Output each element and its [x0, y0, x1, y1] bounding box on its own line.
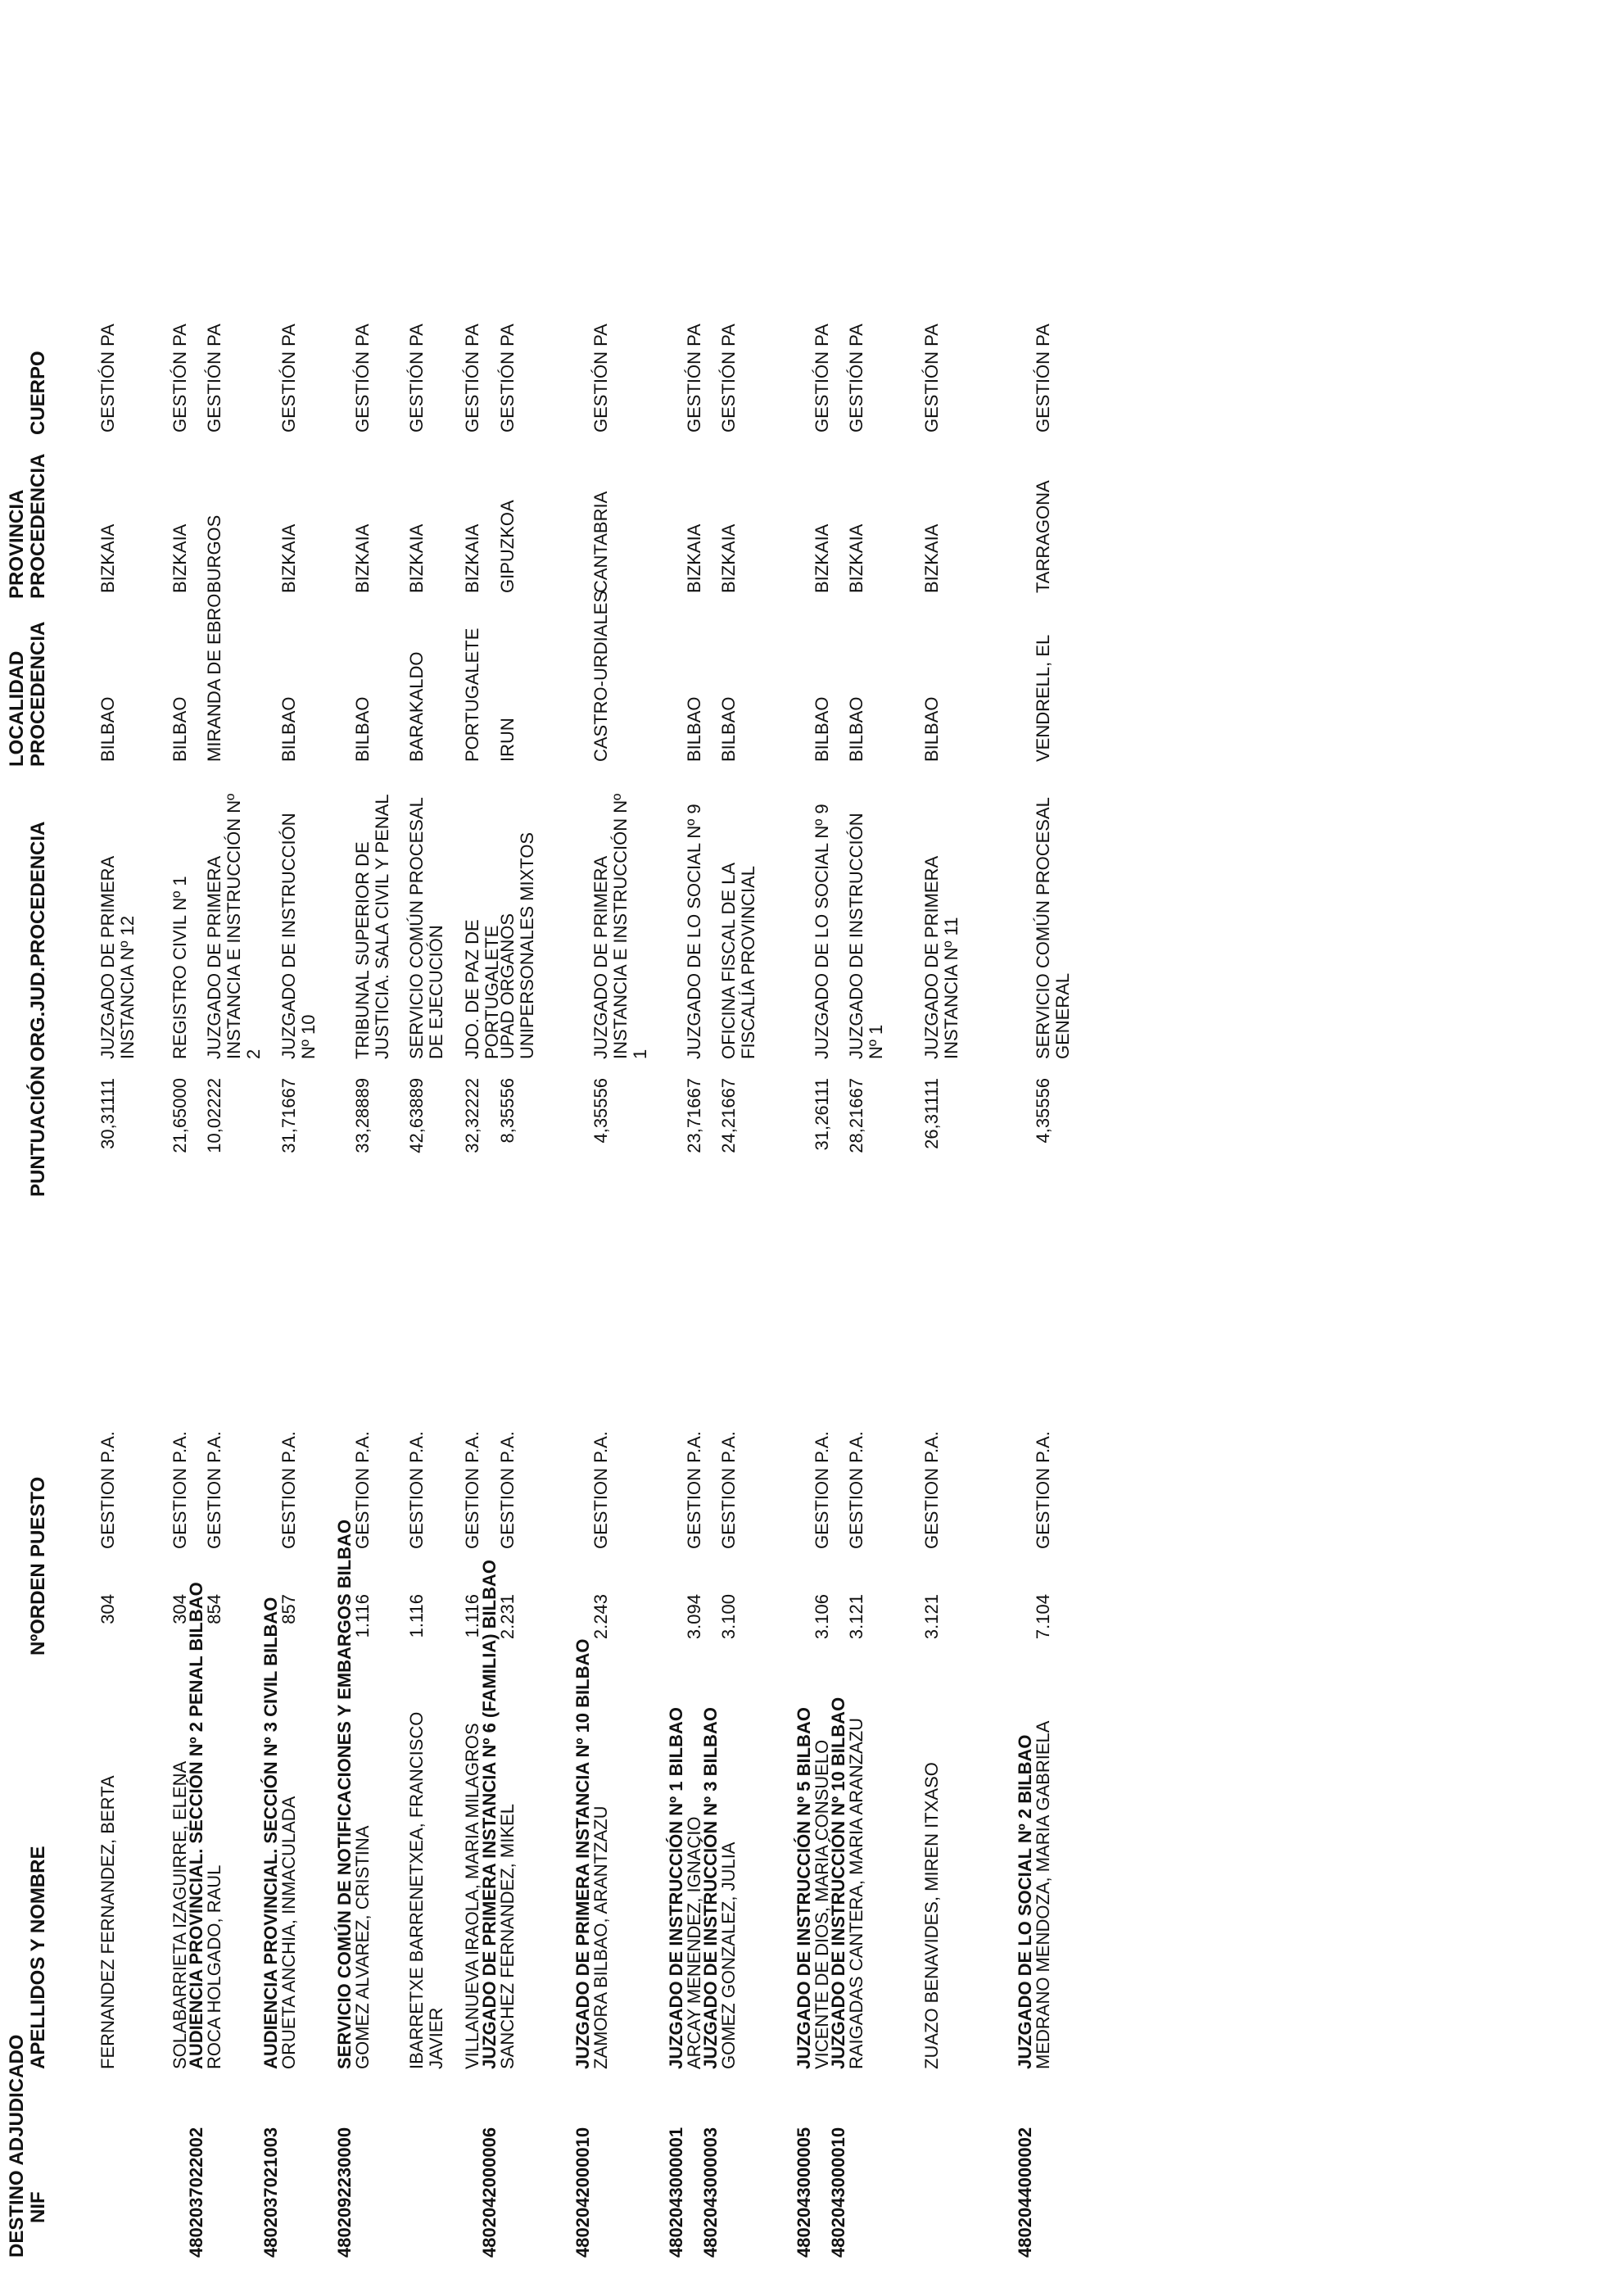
- group-code: 4802043000010: [828, 2127, 848, 2258]
- row-localidad: BILBAO: [352, 696, 373, 762]
- row-name: MEDRANO MENDOZA, MARIA GABRIELA: [1033, 1720, 1053, 2069]
- row-org-jud: JUZGADO DE INSTRUCCIÓN Nº 10: [278, 813, 319, 1059]
- row-org-jud: REGISTRO CIVIL Nº 1: [170, 876, 190, 1059]
- row-localidad: BILBAO: [684, 696, 704, 762]
- row-provincia: BIZKAIA: [278, 523, 299, 593]
- row-cuerpo: GESTIÓN PA: [170, 324, 190, 433]
- header-org-jud-procedencia: ORG.JUD.PROCEDENCIA: [27, 821, 49, 1062]
- row-norden: 3.106: [812, 1594, 832, 1640]
- row-provincia: BIZKAIA: [97, 523, 118, 593]
- row-puesto: GESTION P.A.: [204, 1431, 224, 1549]
- row-puntuacion: 28,21667: [846, 1078, 866, 1153]
- row-localidad: BILBAO: [170, 696, 190, 762]
- row-puntuacion: 23,71667: [684, 1078, 704, 1153]
- row-norden: 2.243: [590, 1594, 611, 1640]
- group-title: JUZGADO DE INSTRUCCIÓN Nº 5 BILBAO: [794, 1707, 814, 2069]
- row-norden: 3.121: [846, 1594, 866, 1640]
- row-norden: 1.116: [352, 1594, 373, 1638]
- row-localidad: BARAKALDO: [406, 651, 427, 762]
- row-org-jud: JUZGADO DE LO SOCIAL Nº 9: [812, 804, 832, 1059]
- row-localidad: IRUN: [497, 718, 518, 762]
- row-localidad: VENDRELL, EL: [1033, 634, 1053, 762]
- row-puesto: GESTION P.A.: [718, 1431, 739, 1549]
- group-code: 4802043000001: [666, 2127, 686, 2258]
- row-norden: 304: [97, 1594, 118, 1624]
- group-title: JUZGADO DE LO SOCIAL Nº 2 BILBAO: [1015, 1734, 1035, 2069]
- row-org-jud: JDO. DE PAZ DE PORTUGALETE: [462, 919, 502, 1059]
- row-norden: 3.094: [684, 1594, 704, 1640]
- row-cuerpo: GESTIÓN PA: [462, 324, 482, 433]
- group-code: 4802042000010: [572, 2127, 593, 2258]
- group-title: JUZGADO DE INSTRUCCIÓN Nº 3 BILBAO: [700, 1707, 721, 2069]
- row-puesto: GESTION P.A.: [921, 1431, 942, 1549]
- row-cuerpo: GESTIÓN PA: [97, 324, 118, 433]
- row-org-jud: SERVICIO COMÚN PROCESAL DE EJECUCIÓN: [406, 797, 446, 1059]
- group-code: 4802037022002: [186, 2127, 206, 2258]
- row-localidad: BILBAO: [97, 696, 118, 762]
- header-provincia-procedencia: PROVINCIA PROCEDENCIA: [6, 453, 49, 599]
- row-localidad: MIRANDA DE EBRO: [204, 593, 224, 762]
- row-provincia: BIZKAIA: [352, 523, 373, 593]
- row-puntuacion: 24,21667: [718, 1078, 739, 1153]
- row-puesto: GESTION P.A.: [352, 1431, 373, 1549]
- row-norden: 857: [278, 1594, 299, 1624]
- group-title: JUZGADO DE PRIMERA INSTANCIA Nº 6 (FAMILIA) BILBAO: [479, 1560, 500, 2069]
- row-name: SANCHEZ FERNANDEZ, MIKEL: [497, 1804, 518, 2069]
- row-puntuacion: 26,31111: [921, 1078, 942, 1149]
- row-provincia: BIZKAIA: [684, 523, 704, 593]
- row-puntuacion: 32,32222: [462, 1078, 482, 1153]
- header-localidad-procedencia: LOCALIDAD PROCEDENCIA: [6, 621, 49, 767]
- row-puntuacion: 42,63889: [406, 1078, 427, 1153]
- row-puesto: GESTION P.A.: [497, 1431, 518, 1549]
- header-puntuacion: PUNTUACIÓN: [27, 1066, 49, 1197]
- row-provincia: GIPUZKOA: [497, 500, 518, 593]
- row-provincia: BIZKAIA: [846, 523, 866, 593]
- row-localidad: PORTUGALETE: [462, 627, 482, 762]
- row-name: IBARRETXE BARRENETXEA, FRANCISCO JAVIER: [406, 1711, 446, 2069]
- row-cuerpo: GESTIÓN PA: [1033, 324, 1053, 433]
- group-title: SERVICIO COMÚN DE NOTIFICACIONES Y EMBARGOS BILBAO: [334, 1519, 355, 2069]
- row-norden: 3.121: [921, 1594, 942, 1640]
- header-norden: NºORDEN: [27, 1563, 49, 1656]
- row-cuerpo: GESTIÓN PA: [846, 324, 866, 433]
- row-norden: 2.231: [497, 1594, 518, 1640]
- row-org-jud: JUZGADO DE PRIMERA INSTANCIA E INSTRUCCIÓN Nº 1: [590, 793, 650, 1059]
- row-name: ARCAY MENENDEZ, IGNACIO: [684, 1816, 704, 2069]
- row-cuerpo: GESTIÓN PA: [406, 324, 427, 433]
- header-apellidos-nombre: APELLIDOS Y NOMBRE: [27, 1846, 49, 2069]
- row-cuerpo: GESTIÓN PA: [352, 324, 373, 433]
- row-provincia: BIZKAIA: [921, 523, 942, 593]
- row-puntuacion: 31,26111: [812, 1078, 832, 1151]
- row-name: ORUETA ANCHIA, INMACULADA: [278, 1796, 299, 2069]
- row-puesto: GESTION P.A.: [278, 1431, 299, 1549]
- row-provincia: BIZKAIA: [462, 523, 482, 593]
- row-puntuacion: 21,65000: [170, 1078, 190, 1153]
- row-puntuacion: 33,28889: [352, 1078, 373, 1153]
- row-provincia: TARRAGONA: [1033, 480, 1053, 593]
- group-code: 4802092230000: [334, 2127, 355, 2258]
- row-localidad: BILBAO: [718, 696, 739, 762]
- row-localidad: BILBAO: [846, 696, 866, 762]
- row-norden: 304: [170, 1594, 190, 1624]
- row-org-jud: UPAD ORGANOS UNIPERSONALES MIXTOS: [497, 831, 537, 1059]
- row-norden: 3.100: [718, 1594, 739, 1640]
- row-provincia: BIZKAIA: [170, 523, 190, 593]
- row-cuerpo: GESTIÓN PA: [921, 324, 942, 433]
- group-code: 4802042000006: [479, 2127, 500, 2258]
- row-name: ZAMORA BILBAO, ARANTZAZU: [590, 1805, 611, 2069]
- header-destino-adjudicado: DESTINO ADJUDICADO: [6, 2034, 28, 2258]
- group-title: AUDIENCIA PROVINCIAL. SECCIÓN Nº 2 PENAL BILBAO: [186, 1582, 206, 2069]
- row-localidad: BILBAO: [812, 696, 832, 762]
- row-puesto: GESTION P.A.: [846, 1431, 866, 1549]
- row-org-jud: JUZGADO DE LO SOCIAL Nº 9: [684, 804, 704, 1059]
- row-puesto: GESTION P.A.: [812, 1431, 832, 1549]
- header-puesto: PUESTO: [27, 1476, 49, 1557]
- row-name: RAIGADAS CANTERA, MARIA ARANZAZU: [846, 1717, 866, 2069]
- row-org-jud: OFICINA FISCAL DE LA FISCALÍA PROVINCIAL: [718, 863, 758, 1059]
- row-puesto: GESTION P.A.: [1033, 1431, 1053, 1549]
- row-org-jud: JUZGADO DE PRIMERA INSTANCIA E INSTRUCCIÓN Nº 2: [204, 793, 264, 1059]
- row-cuerpo: GESTIÓN PA: [590, 324, 611, 433]
- group-code: 4802043000005: [794, 2127, 814, 2258]
- row-norden: 854: [204, 1594, 224, 1624]
- row-puntuacion: 10,02222: [204, 1078, 224, 1153]
- header-nif: NIF: [27, 2191, 49, 2223]
- group-code: 4802037021003: [260, 2127, 281, 2258]
- row-cuerpo: GESTIÓN PA: [812, 324, 832, 433]
- row-puntuacion: 4,35556: [590, 1078, 611, 1144]
- row-provincia: BIZKAIA: [718, 523, 739, 593]
- row-puesto: GESTION P.A.: [684, 1431, 704, 1549]
- row-org-jud: SERVICIO COMÚN PROCESAL GENERAL: [1033, 797, 1073, 1059]
- row-puntuacion: 30,31111: [97, 1078, 118, 1149]
- row-provincia: BURGOS: [204, 514, 224, 593]
- row-cuerpo: GESTIÓN PA: [278, 324, 299, 433]
- group-code: 4802044000002: [1015, 2127, 1035, 2258]
- row-puesto: GESTION P.A.: [170, 1431, 190, 1549]
- group-title: JUZGADO DE PRIMERA INSTANCIA Nº 10 BILBAO: [572, 1638, 593, 2069]
- row-cuerpo: GESTIÓN PA: [204, 324, 224, 433]
- row-puesto: GESTION P.A.: [590, 1431, 611, 1549]
- row-puntuacion: 4,35556: [1033, 1078, 1053, 1144]
- group-title: AUDIENCIA PROVINCIAL. SECCIÓN Nº 3 CIVIL BILBAO: [260, 1597, 281, 2069]
- row-provincia: CANTABRIA: [590, 491, 611, 593]
- row-name: GOMEZ ALVAREZ, CRISTINA: [352, 1825, 373, 2069]
- row-name: ZUAZO BENAVIDES, MIREN ITXASO: [921, 1762, 942, 2069]
- row-name: VICENTE DE DIOS, MARIA CONSUELO: [812, 1739, 832, 2069]
- row-norden: 1.116: [406, 1594, 427, 1638]
- header-cuerpo: CUERPO: [27, 351, 49, 435]
- row-org-jud: JUZGADO DE PRIMERA INSTANCIA Nº 12: [97, 857, 138, 1059]
- row-norden: 1.116: [462, 1594, 482, 1638]
- row-localidad: BILBAO: [278, 696, 299, 762]
- row-puesto: GESTION P.A.: [97, 1431, 118, 1549]
- row-provincia: BIZKAIA: [406, 523, 427, 593]
- row-cuerpo: GESTIÓN PA: [718, 324, 739, 433]
- row-cuerpo: GESTIÓN PA: [497, 324, 518, 433]
- row-puntuacion: 8,35556: [497, 1078, 518, 1144]
- group-code: 4802043000003: [700, 2127, 721, 2258]
- row-localidad: BILBAO: [921, 696, 942, 762]
- row-cuerpo: GESTIÓN PA: [684, 324, 704, 433]
- row-org-jud: JUZGADO DE INSTRUCCIÓN Nº 1: [846, 813, 886, 1059]
- row-puesto: GESTION P.A.: [406, 1431, 427, 1549]
- row-name: ROCA HOLGADO, RAUL: [204, 1864, 224, 2069]
- row-norden: 7.104: [1033, 1594, 1053, 1640]
- row-org-jud: TRIBUNAL SUPERIOR DE JUSTICIA. SALA CIVIL Y PENAL: [352, 794, 392, 1059]
- row-localidad: CASTRO-URDIALES: [590, 590, 611, 762]
- row-puntuacion: 31,71667: [278, 1078, 299, 1153]
- row-name: GOMEZ GONZALEZ, JULIA: [718, 1841, 739, 2069]
- group-title: JUZGADO DE INSTRUCCIÓN Nº 10 BILBAO: [828, 1696, 848, 2069]
- row-provincia: BIZKAIA: [812, 523, 832, 593]
- group-title: JUZGADO DE INSTRUCCIÓN Nº 1 BILBAO: [666, 1707, 686, 2069]
- row-name: VILLANUEVA IRAOLA, MARIA MILAGROS: [462, 1723, 482, 2069]
- row-name: FERNANDEZ FERNANDEZ, BERTA: [97, 1775, 118, 2069]
- row-name: SOLABARRIETA IZAGUIRRE, ELENA: [170, 1760, 190, 2069]
- row-org-jud: JUZGADO DE PRIMERA INSTANCIA Nº 11: [921, 857, 961, 1059]
- row-puesto: GESTION P.A.: [462, 1431, 482, 1549]
